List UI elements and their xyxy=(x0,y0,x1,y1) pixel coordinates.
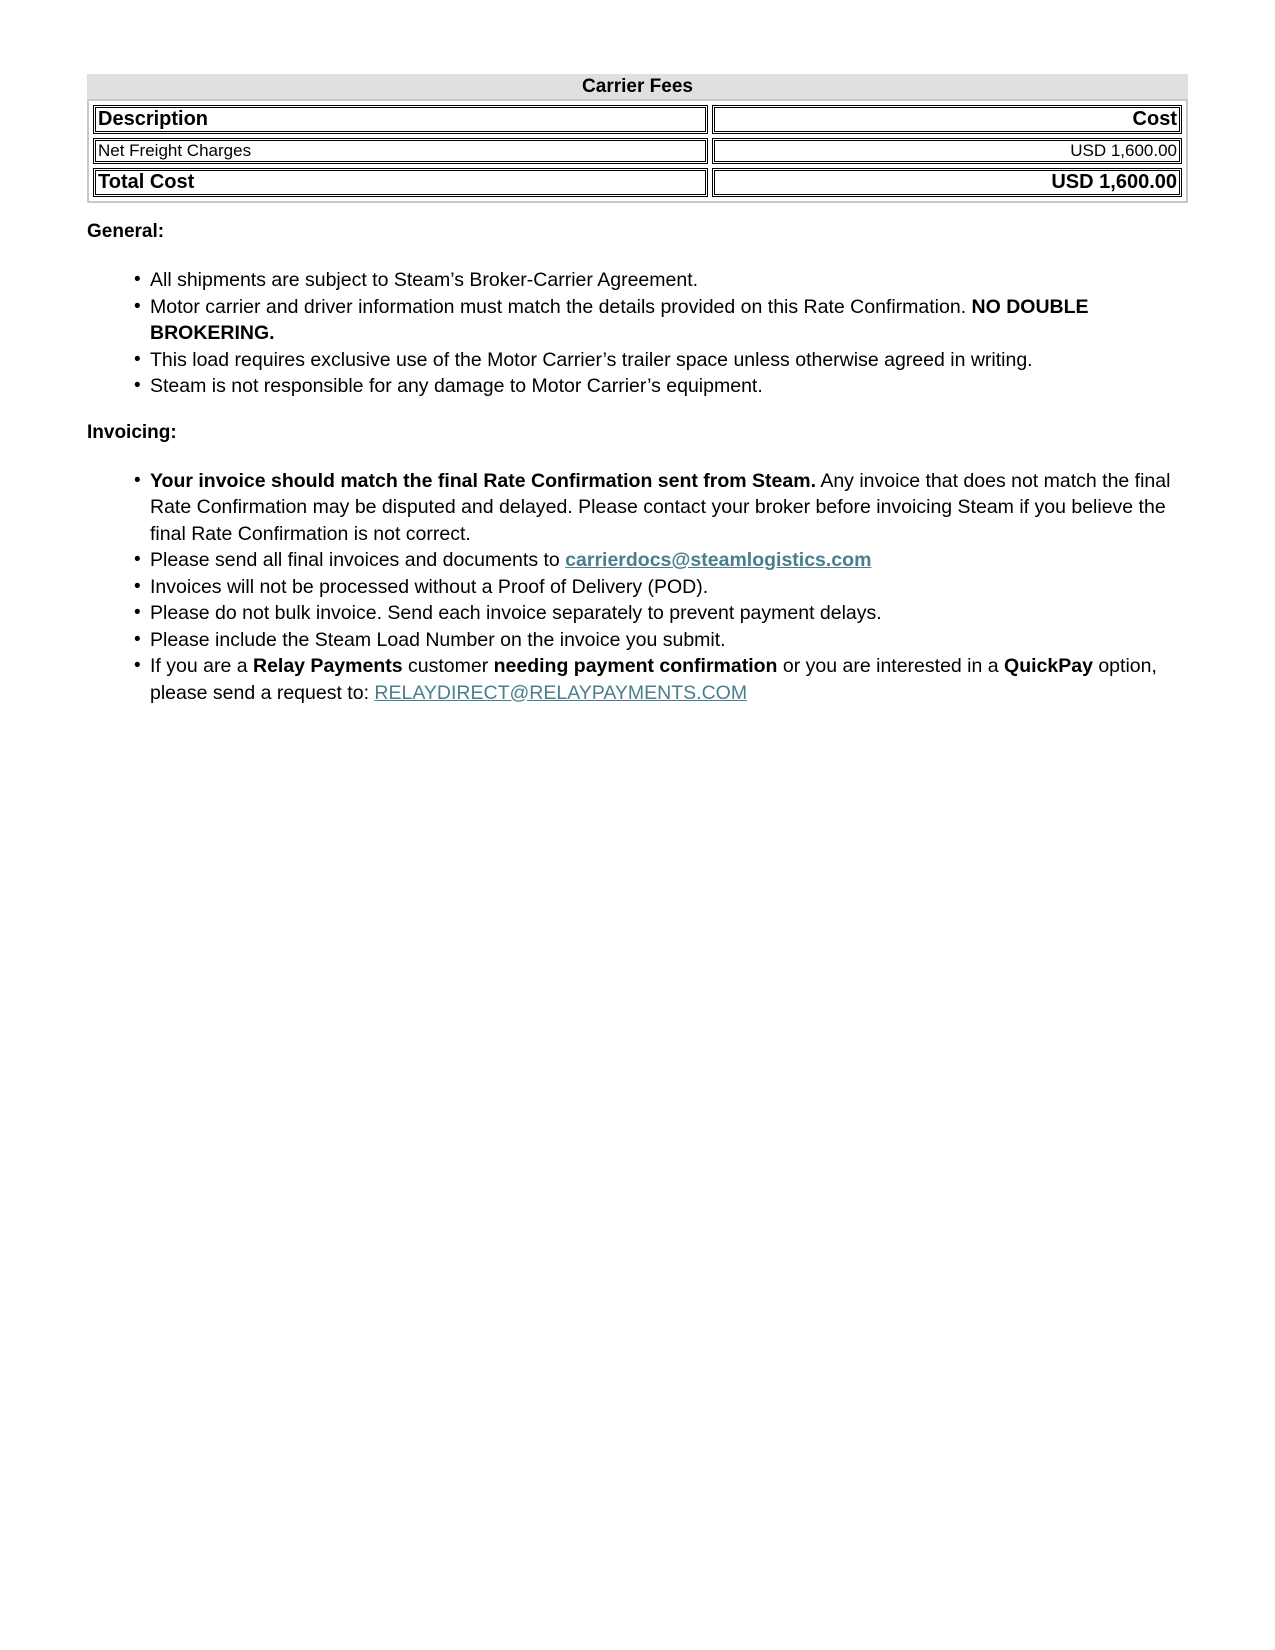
invoicing-item-text: Please send all final invoices and documents to xyxy=(150,549,566,571)
table-header-row xyxy=(93,105,1182,134)
total-label: Total Cost xyxy=(93,168,708,197)
carrier-fees-table xyxy=(87,99,1188,203)
list-item xyxy=(134,347,1188,374)
relaydirect-email-link[interactable]: RELAYDIRECT@RELAYPAYMENTS.COM xyxy=(374,681,748,704)
carrierdocs-email-link[interactable]: carrierdocs@steamlogistics.com xyxy=(565,549,872,571)
list-item xyxy=(134,627,1188,654)
bullet-icon: • xyxy=(134,628,141,650)
list-item xyxy=(134,653,1188,706)
invoicing-heading: Invoicing: xyxy=(87,421,177,443)
invoicing-item-text: Please include the Steam Load Number on the invoice you submit. xyxy=(150,628,726,651)
invoicing-item-text: Please do not bulk invoice. Send each invoice separately to prevent payment delays. xyxy=(150,602,882,624)
general-item-text: All shipments are subject to Steam’s Broker-Carrier Agreement. xyxy=(150,269,699,291)
bullet-icon: • xyxy=(134,655,141,676)
general-item-text: Motor carrier and driver information must match the details provided on this Rate Confirmation. xyxy=(150,295,972,318)
bullet-icon: • xyxy=(134,375,141,396)
bullet-icon: • xyxy=(134,295,141,317)
cost-column-header: Cost xyxy=(712,105,1182,134)
invoicing-list xyxy=(87,468,1188,707)
rate-confirmation-page xyxy=(87,74,1188,706)
invoicing-item-text: or you are interested in a xyxy=(777,655,1005,677)
fee-description: Net Freight Charges xyxy=(93,138,708,164)
invoicing-item-text: customer xyxy=(402,655,494,677)
bullet-icon: • xyxy=(134,348,141,370)
list-item xyxy=(134,373,1188,400)
invoicing-item-text: option, please send a request to: xyxy=(150,655,1157,704)
invoicing-item-text: Invoices will not be processed without a Proof of Delivery (POD). xyxy=(150,575,709,598)
description-column-header: Description xyxy=(93,105,708,134)
list-item xyxy=(134,294,1188,347)
total-cost: USD 1,600.00 xyxy=(712,168,1182,197)
table-row xyxy=(93,138,1182,164)
invoicing-item-text: Any invoice that does not match the final Rate Confirmation may be disputed and delayed. Please contact your broker before invoicing Steam if you believe the final Rate Confirmation is not correct. xyxy=(150,469,1171,545)
general-heading: General: xyxy=(87,221,165,242)
general-item-text: Steam is not responsible for any damage to Motor Carrier’s equipment. xyxy=(150,375,763,397)
invoicing-item-text: If you are a xyxy=(150,655,253,677)
quickpay-label: QuickPay xyxy=(1004,655,1093,677)
relay-payments-label: Relay Payments xyxy=(252,655,403,677)
fee-cost: USD 1,600.00 xyxy=(712,138,1182,164)
invoice-match-notice: Your invoice should match the final Rate Confirmation sent from Steam. xyxy=(150,469,816,492)
bullet-icon: • xyxy=(134,549,141,570)
bullet-icon: • xyxy=(134,602,141,623)
general-item-text: This load requires exclusive use of the Motor Carrier’s trailer space unless otherwise agreed in writing. xyxy=(150,348,1033,371)
general-list xyxy=(87,267,1188,400)
payment-confirmation-label: needing payment confirmation xyxy=(493,655,778,677)
list-item xyxy=(134,574,1188,601)
list-item xyxy=(134,468,1188,548)
bullet-icon: • xyxy=(134,469,141,491)
bullet-icon: • xyxy=(134,269,141,290)
no-double-brokering-notice: NO DOUBLE BROKERING. xyxy=(150,295,1089,344)
list-item xyxy=(134,600,1188,627)
list-item xyxy=(134,267,1188,294)
bullet-icon: • xyxy=(134,575,141,597)
total-row xyxy=(93,168,1182,197)
carrier-fees-title: Carrier Fees xyxy=(87,74,1188,100)
list-item xyxy=(134,547,1188,574)
